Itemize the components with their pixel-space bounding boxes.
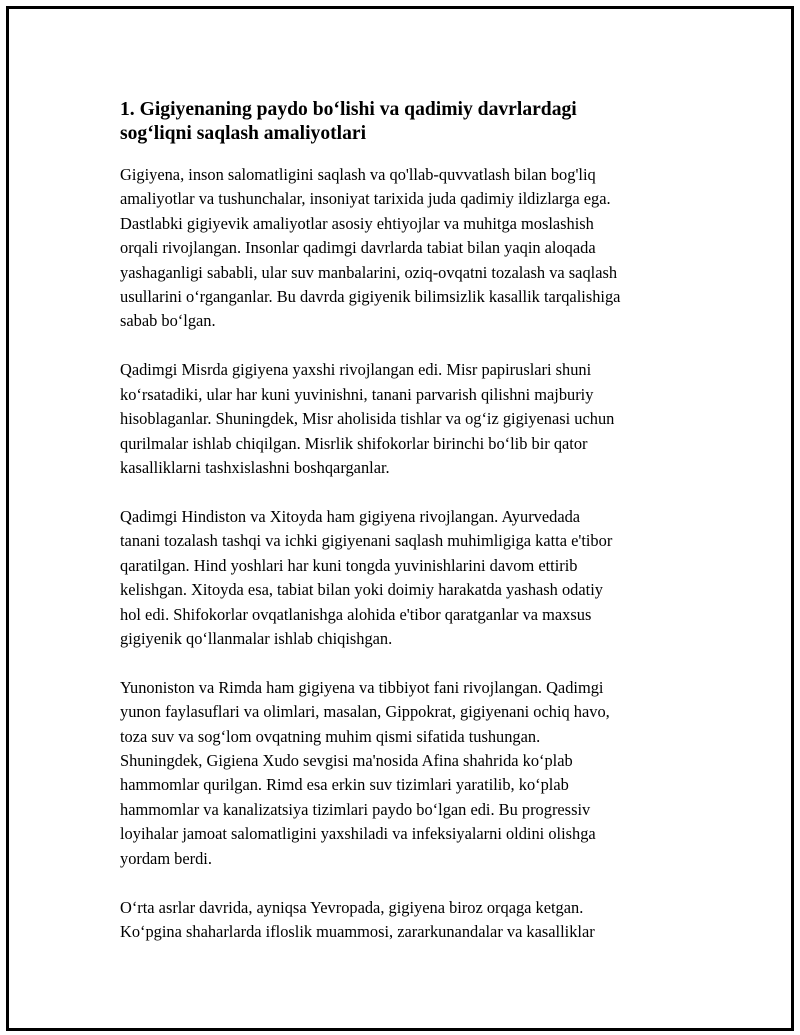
paragraph <box>120 358 700 480</box>
paragraph-line: Shuningdek, Gigiena Xudo sevgisi ma'nosida Afina shahrida ko‘plab <box>120 751 573 771</box>
paragraph-list <box>120 163 700 944</box>
paragraph-line: O‘rta asrlar davrida, ayniqsa Yevropada, gigiyena biroz orqaga ketgan. <box>120 897 584 917</box>
paragraph-line: yunon faylasuflari va olimlari, masalan, Gippokrat, gigiyenani ochiq havo, <box>120 702 610 722</box>
paragraph-line: kasalliklarni tashxislashni boshqarganlar. <box>120 457 390 477</box>
paragraph-line: sabab bo‘lgan. <box>120 311 216 331</box>
paragraph-line: ko‘rsatadiki, ular har kuni yuvinishni, tanani parvarish qilishni majburiy <box>120 384 594 404</box>
section-title-line-1: 1. Gigiyenaning paydo bo‘lishi va qadimiy davrlardagi <box>120 99 577 120</box>
paragraph-line: amaliyotlar va tushunchalar, insoniyat tarixida juda qadimiy ildizlarga ega. <box>120 189 611 209</box>
section-title <box>120 98 700 146</box>
paragraph-line: kelishgan. Xitoyda esa, tabiat bilan yoki doimiy harakatda yashash odatiy <box>120 580 603 600</box>
paragraph-line: Gigiyena, inson salomatligini saqlash va qo'llab-quvvatlash bilan bog'liq <box>120 165 596 184</box>
paragraph-line: Yunoniston va Rimda ham gigiyena va tibbiyot fani rivojlangan. Qadimgi <box>120 677 604 697</box>
document-body <box>120 98 700 969</box>
paragraph-line: tanani tozalash tashqi va ichki gigiyenani saqlash muhimligiga katta e'tibor <box>120 531 613 551</box>
page-frame <box>6 6 794 1031</box>
paragraph-line: orqali rivojlangan. Insonlar qadimgi davrlarda tabiat bilan yaqin aloqada <box>120 238 596 258</box>
paragraph-line: Ko‘pgina shaharlarda ifloslik muammosi, zararkunandalar va kasalliklar <box>120 921 595 941</box>
paragraph-line: hisoblaganlar. Shuningdek, Misr aholisida tishlar va og‘iz gigiyenasi uchun <box>120 409 615 429</box>
paragraph-line: Dastlabki gigiyevik amaliyotlar asosiy ehtiyojlar va muhitga moslashish <box>120 213 594 233</box>
paragraph-line: qurilmalar ishlab chiqilgan. Misrlik shifokorlar birinchi bo‘lib bir qator <box>120 433 588 453</box>
paragraph <box>120 163 700 334</box>
paragraph-line: toza suv va sog‘lom ovqatning muhim qismi sifatida tushungan. <box>120 726 541 746</box>
paragraph <box>120 896 700 945</box>
paragraph-line: hammomlar va kanalizatsiya tizimlari paydo bo‘lgan edi. Bu progressiv <box>120 799 591 819</box>
paragraph-line: loyihalar jamoat salomatligini yaxshiladi va infeksiyalarni oldini olishga <box>120 824 596 844</box>
paragraph-line: qaratilgan. Hind yoshlari har kuni tongda yuvinishlarini davom ettirib <box>120 555 578 575</box>
paragraph-line: Qadimgi Hindiston va Xitoyda ham gigiyena rivojlangan. Ayurvedada <box>120 506 581 526</box>
paragraph-line: yashaganligi sababli, ular suv manbalarini, oziq-ovqatni tozalash va saqlash <box>120 262 618 282</box>
paragraph-line: gigiyenik qo‘llanmalar ishlab chiqishgan. <box>120 628 393 648</box>
paragraph-line: Qadimgi Misrda gigiyena yaxshi rivojlangan edi. Misr papiruslari shuni <box>120 360 592 380</box>
paragraph <box>120 676 700 871</box>
section-title-line-2: sog‘liqni saqlash amaliyotlari <box>120 123 367 144</box>
paragraph-line: hammomlar qurilgan. Rimd esa erkin suv tizimlari yaratilib, ko‘plab <box>120 775 569 795</box>
paragraph <box>120 505 700 651</box>
paragraph-line: hol edi. Shifokorlar ovqatlanishga alohida e'tibor qaratganlar va maxsus <box>120 604 592 624</box>
paragraph-line: usullarini o‘rganganlar. Bu davrda gigiyenik bilimsizlik kasallik tarqalishiga <box>120 287 621 307</box>
paragraph-line: yordam berdi. <box>120 848 212 868</box>
